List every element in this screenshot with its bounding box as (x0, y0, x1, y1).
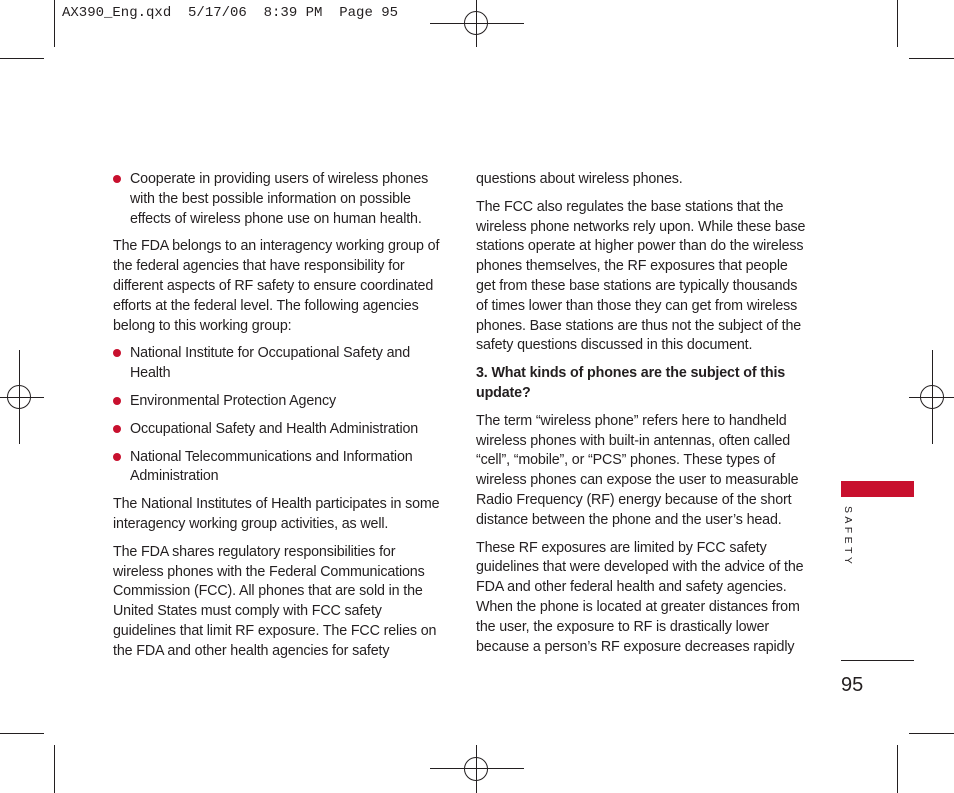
registration-line (430, 768, 524, 769)
bullet-dot (113, 349, 121, 357)
page-number-rule (841, 660, 914, 661)
paragraph: The National Institutes of Health participates in some interagency working group activities, as well. (113, 496, 440, 532)
crop-mark (909, 58, 954, 59)
paragraph: The term “wireless phone” refers here to handheld wireless phones with built-in antennas, often called “cell”, “mobile”, or “PCS” phones. These types of wireless phones can expose the user to measurable Radio Frequency (RF) energy because of the short distance between the phone and the user’s head. (476, 412, 799, 528)
crop-mark (909, 733, 954, 734)
crop-mark (897, 745, 898, 793)
crop-mark (0, 733, 44, 734)
paragraph: These RF exposures are limited by FCC safety guidelines that were developed with the advice of the FDA and other federal health and safety agencies. When the phone is located at greater distances from the user, the exposure to RF is drastically lower because a person’s RF exposure decreases rapidly (476, 539, 804, 655)
bullet-dot (113, 397, 121, 405)
left-column (113, 170, 443, 670)
page-number: 95 (841, 674, 864, 696)
intro-bullet-list (113, 170, 443, 229)
registration-line (430, 23, 524, 24)
list-item-text: Environmental Protection Agency (130, 392, 336, 409)
agency-list (113, 344, 443, 487)
list-item-text: Occupational Safety and Health Administration (130, 420, 419, 437)
right-column (476, 170, 806, 665)
bullet-dot (113, 453, 121, 461)
crop-mark (897, 0, 898, 47)
list-item-text: National Telecommunications and Information Administration (130, 448, 413, 485)
paragraph: The FCC also regulates the base stations that the wireless phone networks rely upon. While these base stations operate at higher power than do the wireless phones themselves, the RF exposures that people get from these base stations are typically thousands of times lower than those they can get from wireless phones. Base stations are thus not the subject of the safety questions discussed in this document. (476, 198, 806, 354)
bullet-dot (113, 175, 121, 183)
list-item (113, 170, 443, 229)
section-tab (841, 481, 914, 497)
registration-line (0, 397, 44, 398)
list-item (113, 448, 443, 488)
list-item (113, 392, 443, 412)
list-item (113, 344, 443, 384)
list-item-text: Cooperate in providing users of wireless phones with the best possible information on possible effects of wireless phone use on human health. (130, 171, 429, 227)
list-item-text: National Institute for Occupational Safety and Health (130, 345, 411, 382)
crop-mark (54, 745, 55, 793)
section-label: SAFETY (842, 506, 854, 568)
paragraph: The FDA shares regulatory responsibilities for wireless phones with the Federal Communications Commission (FCC). All phones that are sold in the United States must comply with FCC safety guidelines that limit RF exposure. The FCC relies on the FDA and other health agencies for safety (113, 543, 437, 659)
crop-mark (0, 58, 44, 59)
list-item (113, 420, 443, 440)
paragraph: questions about wireless phones. (476, 171, 683, 187)
question-heading: 3. What kinds of phones are the subject of this update? (476, 365, 786, 401)
registration-line (909, 397, 954, 398)
bullet-dot (113, 425, 121, 433)
paragraph: The FDA belongs to an interagency working group of the federal agencies that have responsibility for different aspects of RF safety to ensure coordinated efforts at the federal level. The following agencies belong to this working group: (113, 238, 440, 334)
print-slug: AX390_Eng.qxd 5/17/06 8:39 PM Page 95 (62, 5, 399, 21)
registration-line (476, 745, 477, 793)
crop-mark (54, 0, 55, 47)
